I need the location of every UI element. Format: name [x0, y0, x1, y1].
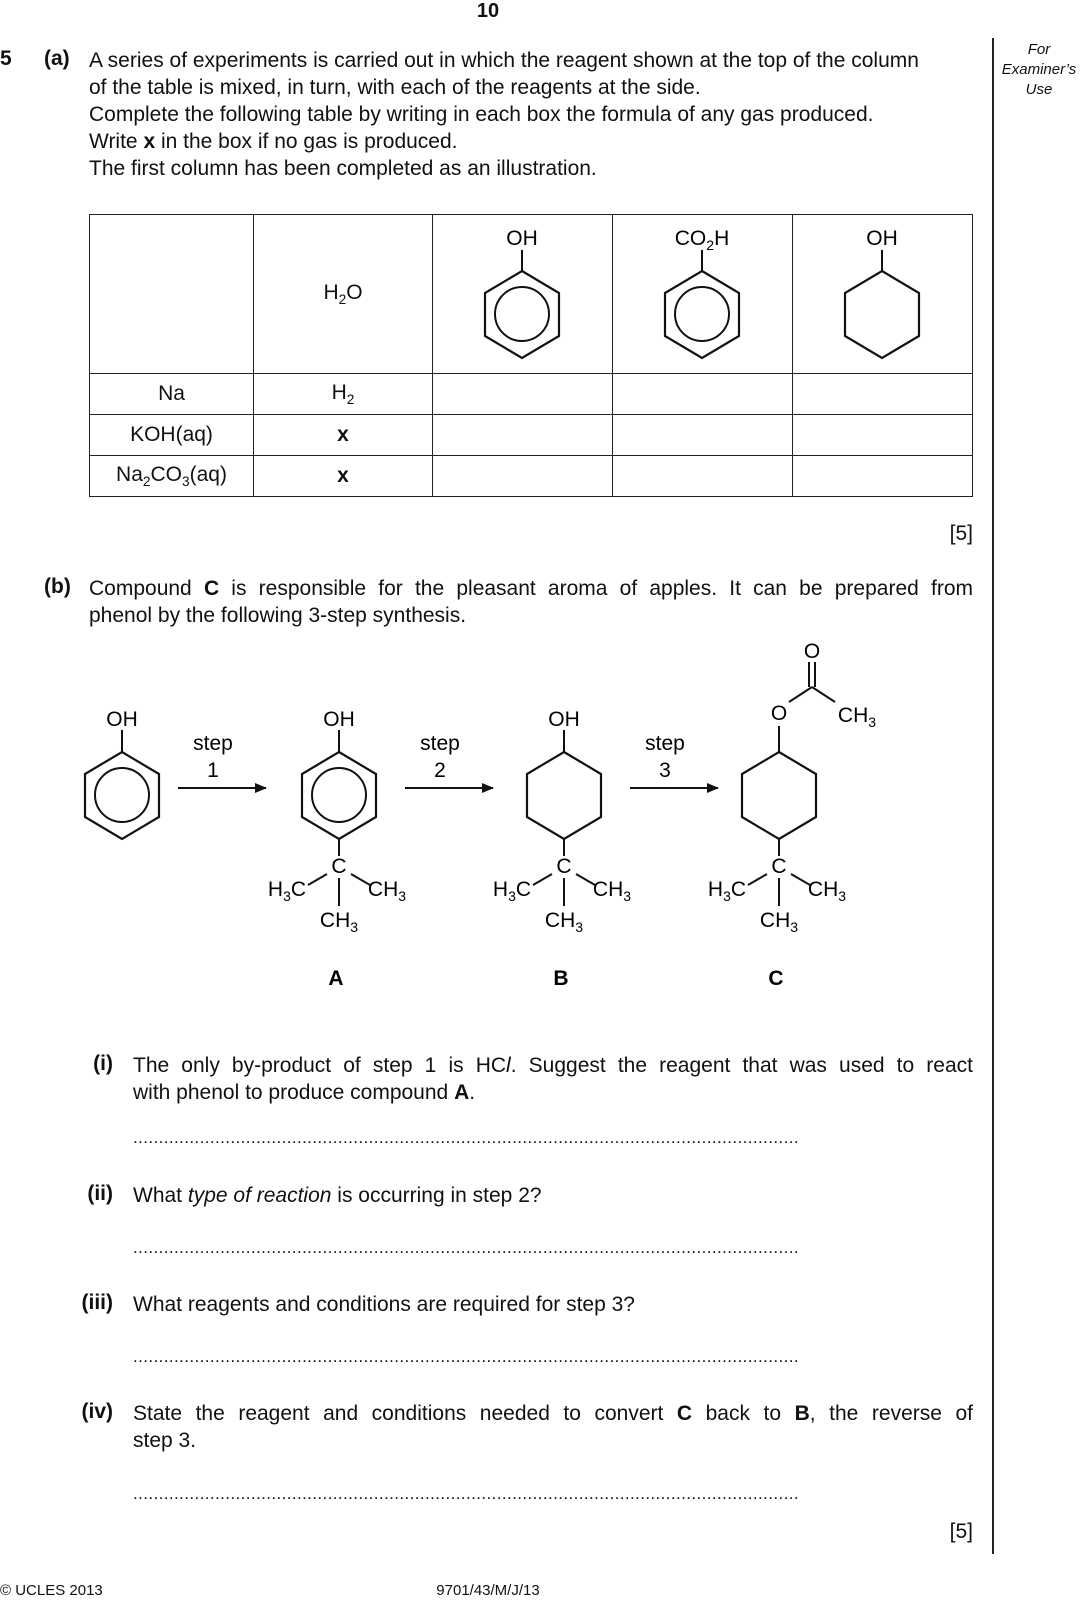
acetyl-methyl	[838, 704, 876, 730]
answer-line[interactable]: ..................................................................................................................................	[133, 1128, 800, 1147]
text: Write	[89, 130, 144, 153]
reagent-cell	[90, 374, 254, 415]
formula: x	[337, 423, 349, 446]
formula-subscript: 3	[868, 714, 877, 730]
step-label: step	[193, 732, 233, 755]
formula: O	[346, 280, 363, 304]
instruction-line: The first column has been completed as an illustration.	[89, 157, 597, 180]
formula: C	[515, 878, 532, 901]
examiner-note-line: Examiner’s	[1001, 61, 1077, 78]
formula: (aq)	[189, 462, 227, 486]
examiner-note-line: Use	[1025, 81, 1053, 98]
symbol-x: x	[143, 130, 156, 153]
quaternary-carbon: C	[331, 855, 347, 878]
part-a-instructions	[89, 47, 973, 182]
formula: CO	[150, 462, 182, 486]
formula-subscript: 2	[142, 474, 151, 490]
methyl-left	[493, 878, 531, 904]
formula: CH	[592, 878, 624, 901]
answer-line[interactable]: ..................................................................................................................................	[133, 1484, 800, 1503]
methyl-bottom	[320, 909, 358, 935]
page-number: 10	[476, 0, 500, 22]
question-line	[133, 1079, 973, 1106]
hydroxyl-label: OH	[506, 227, 538, 250]
aromatic-circle	[495, 287, 549, 341]
answer-cell[interactable]	[433, 415, 613, 456]
formula-subscript: 3	[350, 919, 359, 935]
cyclohexanol-structure	[793, 215, 972, 367]
text: .	[469, 1081, 476, 1104]
answer-cell[interactable]	[433, 456, 613, 497]
answer-cell[interactable]	[793, 374, 973, 415]
subquestion-iii-label: (iii)	[81, 1291, 113, 1314]
water-result-cell	[254, 456, 433, 497]
formula: H	[492, 878, 509, 901]
step-1-arrow	[178, 732, 266, 788]
question-number: 5	[0, 47, 12, 70]
part-b-intro	[89, 575, 973, 629]
formula: CH	[319, 909, 351, 932]
examiner-use-note	[994, 40, 1084, 100]
compound-a	[268, 708, 406, 990]
footer-paper-code: 9701/43/M/J/13	[436, 1582, 540, 1599]
formula-subscript: 3	[838, 888, 847, 904]
step-2-arrow	[405, 732, 493, 788]
methyl-right	[368, 878, 406, 904]
benzoic-acid-structure	[613, 215, 792, 367]
subquestion-ii-label: (ii)	[87, 1182, 113, 1205]
instruction-line: of the table is mixed, in turn, with each of the reagents at the side.	[89, 76, 701, 99]
text: in the box if no gas is produced.	[155, 130, 458, 153]
formula: H	[267, 878, 284, 901]
phenol-start	[85, 708, 159, 839]
compound-label: B	[553, 967, 569, 990]
question-line	[133, 1400, 973, 1427]
answer-cell[interactable]	[793, 415, 973, 456]
benzene-ring	[665, 271, 739, 358]
formula-subscript: 2	[338, 292, 347, 308]
methyl-left	[708, 878, 746, 904]
aromatic-circle	[95, 768, 149, 822]
formula-subscript: 3	[723, 888, 731, 904]
compound-ref: C	[203, 577, 220, 600]
step-3-arrow	[630, 732, 718, 788]
formula: C	[290, 878, 307, 901]
reagent-cell	[90, 456, 254, 497]
text: The only by-product of step 1 is HC	[133, 1054, 507, 1077]
step-label: step	[420, 732, 460, 755]
cyclohexane-ring	[527, 752, 601, 839]
methyl-right	[808, 878, 846, 904]
answer-cell[interactable]	[793, 456, 973, 497]
intro-line: phenol by the following 3-step synthesis.	[89, 604, 467, 627]
text: is occurring in step 2?	[331, 1184, 542, 1207]
quaternary-carbon: C	[771, 855, 787, 878]
chlorine-symbol: l	[506, 1054, 511, 1077]
subquestion-ii-text	[133, 1182, 973, 1209]
carboxyl-label	[675, 227, 729, 253]
formula: CH	[759, 909, 791, 932]
emphasis: type of reaction	[187, 1184, 332, 1207]
instruction-line: Complete the following table by writing in each box the formula of any gas produced.	[89, 103, 874, 126]
answer-line[interactable]: ..................................................................................................................................	[133, 1238, 800, 1257]
text: is responsible for the pleasant aroma of apples. It can be prepared from	[219, 577, 973, 600]
reagent-cell	[90, 415, 254, 456]
bond	[812, 687, 835, 702]
step-number: 3	[659, 759, 671, 782]
formula: H	[323, 280, 339, 304]
question-line: step 3.	[133, 1429, 197, 1452]
subquestion-iv-text	[133, 1400, 973, 1454]
aromatic-circle	[312, 768, 366, 822]
text: , the reverse of	[809, 1402, 973, 1425]
bond	[789, 687, 812, 702]
answer-cell[interactable]	[613, 415, 793, 456]
text: Compound	[89, 577, 204, 600]
formula-subscript: 3	[283, 888, 291, 904]
formula: x	[337, 464, 349, 487]
water-result-cell	[254, 374, 433, 415]
compound-ref: B	[794, 1402, 810, 1425]
examiner-note-line: For	[1027, 41, 1051, 58]
question-line	[133, 1052, 973, 1079]
quaternary-carbon: C	[556, 855, 572, 878]
formula-subscript: 3	[398, 888, 407, 904]
instruction-line	[89, 128, 973, 155]
intro-line	[89, 575, 973, 602]
header-phenol	[433, 215, 613, 374]
formula: CH	[837, 704, 869, 727]
bond	[748, 874, 767, 885]
benzene-ring	[302, 752, 376, 839]
formula: CH	[367, 878, 399, 901]
formula-subscript: 3	[623, 888, 632, 904]
footer-copyright: © UCLES 2013	[0, 1582, 103, 1599]
text: with phenol to produce compound	[133, 1081, 455, 1104]
carbonyl-oxygen: O	[803, 640, 821, 663]
header-water	[254, 215, 433, 374]
water-result-cell	[254, 415, 433, 456]
text: . Suggest the reagent that was used to react	[510, 1054, 973, 1077]
subquestion-i-text	[133, 1052, 973, 1106]
step-number: 1	[207, 759, 219, 782]
marks-b: [5]	[949, 1520, 973, 1543]
instruction-line: A series of experiments is carried out in which the reagent shown at the top of the column	[89, 49, 919, 72]
benzene-ring	[85, 752, 159, 839]
formula: Na	[158, 382, 185, 405]
formula-subscript: 3	[182, 474, 190, 490]
formula-subscript: 3	[790, 919, 799, 935]
bond	[533, 874, 552, 885]
subquestion-i-label: (i)	[93, 1052, 113, 1075]
step-label: step	[645, 732, 685, 755]
compound-ref: A	[454, 1081, 470, 1104]
methyl-left	[268, 878, 306, 904]
answer-cell[interactable]	[613, 456, 793, 497]
compound-label: C	[768, 967, 784, 990]
examiner-margin-rule	[992, 38, 994, 1554]
header-cyclohexanol	[793, 215, 973, 374]
answer-line[interactable]: ..................................................................................................................................	[133, 1347, 800, 1366]
cyclohexane-ring	[845, 271, 919, 358]
table-row	[90, 415, 973, 456]
formula: KOH(aq)	[130, 423, 213, 446]
compound-c	[708, 640, 876, 990]
part-a-label: (a)	[44, 47, 70, 70]
step-number: 2	[434, 759, 446, 782]
hydroxyl-label: OH	[866, 227, 898, 250]
formula: CO	[674, 227, 707, 250]
formula: CH	[807, 878, 839, 901]
reaction-table	[89, 214, 973, 497]
table-corner-cell	[90, 215, 254, 374]
formula: Na	[116, 462, 143, 486]
formula-subscript: 3	[575, 919, 584, 935]
formula-subscript: 3	[508, 888, 516, 904]
hydroxyl-label: OH	[323, 708, 355, 731]
ester-oxygen: O	[770, 702, 788, 725]
methyl-bottom	[760, 909, 798, 935]
compound-ref: C	[676, 1402, 693, 1425]
hydroxyl-label: OH	[106, 708, 138, 731]
table-row	[90, 374, 973, 415]
marks-a: [5]	[949, 522, 973, 545]
formula: H	[714, 227, 730, 250]
hydroxyl-label: OH	[548, 708, 580, 731]
formula: H	[331, 380, 347, 404]
subquestion-iv-label: (iv)	[81, 1400, 113, 1423]
part-b-label: (b)	[44, 575, 71, 598]
formula-subscript: 2	[346, 392, 355, 408]
table-row	[90, 456, 973, 497]
formula: H	[707, 878, 724, 901]
synthesis-scheme	[60, 640, 940, 1010]
text: What	[133, 1184, 188, 1207]
subquestion-iii-text: What reagents and conditions are required for step 3?	[133, 1293, 635, 1316]
formula: CH	[544, 909, 576, 932]
phenol-structure	[433, 215, 612, 367]
answer-cell[interactable]	[613, 374, 793, 415]
methyl-bottom	[545, 909, 583, 935]
bond	[308, 874, 327, 885]
methyl-right	[593, 878, 631, 904]
cyclohexane-ring	[742, 752, 816, 839]
text: back to	[692, 1402, 795, 1425]
answer-cell[interactable]	[433, 374, 613, 415]
compound-b	[493, 708, 631, 990]
text: State the reagent and conditions needed to convert	[133, 1402, 677, 1425]
header-benzoic-acid	[613, 215, 793, 374]
compound-label: A	[328, 967, 344, 990]
aromatic-circle	[675, 287, 729, 341]
formula: C	[730, 878, 747, 901]
benzene-ring	[485, 271, 559, 358]
formula-subscript: 2	[706, 237, 715, 253]
